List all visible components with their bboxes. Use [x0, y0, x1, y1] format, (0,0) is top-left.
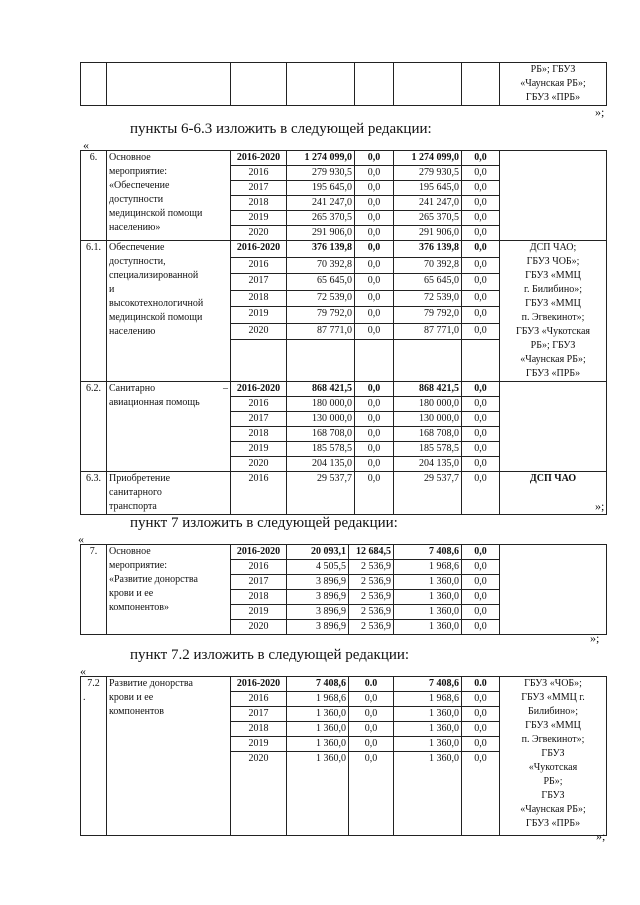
total-cell: 29 537,7 [287, 472, 355, 515]
total-cell: 195 645,0 [287, 181, 355, 196]
empty-cell [355, 340, 394, 382]
other-cell: 0,0 [462, 151, 500, 166]
regional-cell: 279 930,5 [394, 166, 462, 181]
other-cell: 0,0 [462, 457, 500, 472]
name-line: крови и ее [109, 588, 154, 599]
section-heading: пункт 7 изложить в следующей редакции: [130, 515, 398, 531]
regional-cell: 195 645,0 [394, 181, 462, 196]
fragment-cell-executor [500, 63, 607, 106]
other-cell: 0,0 [462, 442, 500, 457]
table-row [81, 472, 607, 515]
year-cell: 2019 [231, 307, 287, 324]
other-cell: 0.0 [462, 677, 500, 692]
table-row [81, 545, 607, 560]
empty-cell [394, 340, 462, 382]
name-line: мероприятие: [109, 166, 168, 177]
regional-cell: 87 771,0 [394, 323, 462, 340]
year-cell: 2016-2020 [231, 677, 287, 692]
table-row [81, 241, 607, 258]
section-heading: пункт 7.2 изложить в следующей редакции: [130, 647, 410, 663]
regional-cell: 65 645,0 [394, 274, 462, 291]
regional-cell: 79 792,0 [394, 307, 462, 324]
total-cell: 3 896,9 [287, 575, 349, 590]
close-mark: »; [595, 499, 605, 513]
regional-cell: 1 360,0 [394, 737, 462, 752]
name-line: Обеспечение [109, 242, 165, 253]
row-name [107, 677, 231, 836]
total-cell: 20 093,1 [287, 545, 349, 560]
federal-cell: 0,0 [355, 442, 394, 457]
total-cell: 279 930,5 [287, 166, 355, 181]
regional-cell: 204 135,0 [394, 457, 462, 472]
federal-cell: 0,0 [355, 382, 394, 397]
total-cell: 185 578,5 [287, 442, 355, 457]
total-cell: 3 896,9 [287, 590, 349, 605]
row-name [107, 545, 231, 635]
executor-cell [500, 677, 607, 836]
year-cell: 2017 [231, 274, 287, 291]
name-dash: – [223, 383, 228, 394]
federal-cell: 0,0 [355, 290, 394, 307]
row-number: 6.3. [81, 472, 107, 515]
year-cell: 2018 [231, 427, 287, 442]
executor-line: ГБУЗ «ПРБ» [525, 818, 581, 829]
regional-cell: 868 421,5 [394, 382, 462, 397]
executor-line: ГБУЗ «ММЦ [525, 270, 581, 281]
name-line: мероприятие: [109, 560, 168, 571]
executor-line: ГБУЗ «ЧОБ»; [524, 678, 582, 689]
other-cell: 0,0 [462, 307, 500, 324]
name-line: медицинской помощи [109, 208, 203, 219]
year-cell: 2020 [231, 323, 287, 340]
executor-line: РБ»; ГБУЗ [530, 340, 576, 351]
name-line: транспорта [109, 501, 157, 512]
close-mark: »; [596, 829, 606, 843]
year-cell: 2016 [231, 397, 287, 412]
name-line: компонентов [109, 706, 164, 717]
executor-cell [500, 545, 607, 635]
other-cell: 0,0 [462, 290, 500, 307]
regional-cell: 1 968,6 [394, 692, 462, 707]
total-cell: 1 274 099,0 [287, 151, 355, 166]
federal-cell: 0,0 [355, 472, 394, 515]
year-cell: 2019 [231, 737, 287, 752]
federal-cell: 2 536,9 [349, 620, 394, 635]
total-cell: 291 906,0 [287, 226, 355, 241]
federal-cell: 0,0 [355, 181, 394, 196]
table-item-7 [80, 544, 607, 635]
other-cell: 0,0 [462, 692, 500, 707]
executor-line: п. Эгвекинот»; [521, 312, 585, 323]
executor-line: «Чаунская РБ»; [520, 354, 586, 365]
fragment-cell-num [81, 63, 107, 106]
federal-cell: 0,0 [355, 307, 394, 324]
year-cell: 2016 [231, 166, 287, 181]
fragment-cell-name [107, 63, 231, 106]
total-cell: 3 896,9 [287, 620, 349, 635]
federal-cell: 0,0 [355, 151, 394, 166]
name-line: высокотехнологичной [109, 298, 204, 309]
section-heading: пункты 6-6.3 изложить в следующей редакции: [130, 121, 432, 137]
table-items-6 [80, 150, 607, 515]
federal-cell: 0,0 [355, 241, 394, 258]
regional-cell: 1 360,0 [394, 620, 462, 635]
total-cell: 1 968,6 [287, 692, 349, 707]
name-line: компонентов» [109, 602, 169, 613]
row-name [107, 472, 231, 515]
total-cell: 1 360,0 [287, 752, 349, 836]
federal-cell: 0,0 [355, 257, 394, 274]
year-cell: 2016 [231, 560, 287, 575]
federal-cell: 0,0 [355, 196, 394, 211]
executor-line: «Чаунская РБ»; [520, 78, 586, 89]
regional-cell: 265 370,5 [394, 211, 462, 226]
name-line: населению [109, 326, 156, 337]
regional-cell: 7 408,6 [394, 677, 462, 692]
federal-cell: 2 536,9 [349, 560, 394, 575]
name-line: доступности [109, 194, 164, 205]
other-cell: 0,0 [462, 196, 500, 211]
year-cell: 2020 [231, 752, 287, 836]
row-number: 6.1. [81, 241, 107, 382]
total-cell: 868 421,5 [287, 382, 355, 397]
other-cell: 0,0 [462, 560, 500, 575]
executor-line: ГБУЗ «Чукотская [515, 326, 591, 337]
other-cell: 0,0 [462, 737, 500, 752]
other-cell: 0,0 [462, 707, 500, 722]
name-line: доступности, [109, 256, 166, 267]
other-cell: 0,0 [462, 382, 500, 397]
executor-line: ГБУЗ «ПРБ» [525, 92, 581, 103]
row-name [107, 151, 231, 241]
federal-cell: 0,0 [355, 166, 394, 181]
federal-cell: 0,0 [355, 397, 394, 412]
federal-cell: 0,0 [349, 752, 394, 836]
empty-cell [462, 340, 500, 382]
year-cell: 2018 [231, 722, 287, 737]
executor-cell [500, 382, 607, 472]
federal-cell: 0,0 [355, 274, 394, 291]
row-name [107, 241, 231, 382]
table-item-7-2 [80, 676, 607, 836]
name-line: специализированной [109, 270, 199, 281]
federal-cell: 0,0 [355, 457, 394, 472]
year-cell: 2019 [231, 605, 287, 620]
federal-cell: 0,0 [349, 722, 394, 737]
fragment-table [80, 62, 607, 106]
total-cell: 7 408,6 [287, 677, 349, 692]
executor-line: ГБУЗ [541, 790, 565, 801]
other-cell: 0,0 [462, 397, 500, 412]
total-cell: 72 539,0 [287, 290, 355, 307]
fragment-cell-total [287, 63, 355, 106]
executor-line: «Чаунская РБ»; [520, 804, 586, 815]
regional-cell: 291 906,0 [394, 226, 462, 241]
regional-cell: 1 274 099,0 [394, 151, 462, 166]
empty-cell [287, 340, 355, 382]
executor-line: «Чукотская [528, 762, 578, 773]
regional-cell: 1 360,0 [394, 707, 462, 722]
executor-line: Билибино»; [527, 706, 578, 717]
total-cell: 1 360,0 [287, 722, 349, 737]
other-cell: 0,0 [462, 590, 500, 605]
regional-cell: 29 537,7 [394, 472, 462, 515]
total-cell: 130 000,0 [287, 412, 355, 427]
total-cell: 4 505,5 [287, 560, 349, 575]
year-cell: 2017 [231, 181, 287, 196]
other-cell: 0,0 [462, 211, 500, 226]
fragment-cell-year [231, 63, 287, 106]
executor-line: РБ»; [543, 776, 563, 787]
federal-cell: 0,0 [355, 427, 394, 442]
federal-cell: 0,0 [355, 226, 394, 241]
federal-cell: 0,0 [355, 211, 394, 226]
name-line: «Обеспечение [109, 180, 170, 191]
year-cell: 2018 [231, 196, 287, 211]
fragment-cell-other [462, 63, 500, 106]
federal-cell: 0,0 [349, 707, 394, 722]
name-line: и [109, 284, 115, 295]
total-cell: 168 708,0 [287, 427, 355, 442]
year-cell: 2016 [231, 692, 287, 707]
year-cell: 2016 [231, 257, 287, 274]
federal-cell: 12 684,5 [349, 545, 394, 560]
fragment-cell-reg [394, 63, 462, 106]
total-cell: 65 645,0 [287, 274, 355, 291]
row-number: 6.2. [81, 382, 107, 472]
regional-cell: 1 360,0 [394, 722, 462, 737]
other-cell: 0,0 [462, 752, 500, 836]
total-cell: 79 792,0 [287, 307, 355, 324]
regional-cell: 241 247,0 [394, 196, 462, 211]
row-name [107, 382, 231, 472]
other-cell: 0,0 [462, 241, 500, 258]
year-cell: 2018 [231, 590, 287, 605]
name-line: медицинской помощи [109, 312, 203, 323]
other-cell: 0,0 [462, 274, 500, 291]
executor-line: ГБУЗ «ММЦ [525, 298, 581, 309]
regional-cell: 7 408,6 [394, 545, 462, 560]
year-cell: 2019 [231, 211, 287, 226]
open-mark: « [78, 532, 84, 546]
year-cell: 2020 [231, 620, 287, 635]
year-cell: 2017 [231, 575, 287, 590]
empty-cell [231, 340, 287, 382]
federal-cell: 2 536,9 [349, 575, 394, 590]
regional-cell: 1 360,0 [394, 590, 462, 605]
federal-cell: 0,0 [355, 323, 394, 340]
other-cell: 0,0 [462, 620, 500, 635]
year-cell: 2016-2020 [231, 382, 287, 397]
executor-cell: ДСП ЧАО [500, 472, 607, 515]
federal-cell: 2 536,9 [349, 590, 394, 605]
name-line: крови и ее [109, 692, 154, 703]
federal-cell: 0,0 [349, 692, 394, 707]
name-line: авиационная помощь [109, 397, 200, 408]
executor-line: г. Билибино»; [524, 284, 582, 295]
regional-cell: 70 392,8 [394, 257, 462, 274]
executor-line: ГБУЗ ЧОБ»; [526, 256, 580, 267]
executor-cell [500, 151, 607, 241]
executor-line: ГБУЗ [541, 748, 565, 759]
other-cell: 0,0 [462, 575, 500, 590]
total-cell: 376 139,8 [287, 241, 355, 258]
executor-line: ГБУЗ «ММЦ [525, 720, 581, 731]
regional-cell: 72 539,0 [394, 290, 462, 307]
federal-cell: 0,0 [349, 737, 394, 752]
row-number-dot: . [83, 692, 86, 703]
other-cell: 0,0 [462, 605, 500, 620]
other-cell: 0,0 [462, 181, 500, 196]
row-number-line: 7.2 [87, 678, 100, 689]
executor-line: ГБУЗ «ПРБ» [525, 368, 581, 379]
row-number [81, 677, 107, 836]
name-line: Санитарно [109, 383, 156, 394]
total-cell: 1 360,0 [287, 737, 349, 752]
name-line: санитарного [109, 487, 162, 498]
executor-line: ДСП ЧАО; [529, 242, 577, 253]
other-cell: 0,0 [462, 427, 500, 442]
executor-line: п. Эгвекинот»; [521, 734, 585, 745]
name-line: «Развитие донорства [109, 574, 198, 585]
other-cell: 0,0 [462, 472, 500, 515]
close-mark: »; [595, 105, 605, 119]
regional-cell: 1 360,0 [394, 752, 462, 836]
name-line: населению» [109, 222, 161, 233]
other-cell: 0,0 [462, 323, 500, 340]
executor-cell [500, 241, 607, 382]
total-cell: 180 000,0 [287, 397, 355, 412]
year-cell: 2016-2020 [231, 241, 287, 258]
year-cell: 2020 [231, 226, 287, 241]
executor-line: РБ»; ГБУЗ [530, 64, 576, 75]
year-cell: 2016 [231, 472, 287, 515]
total-cell: 70 392,8 [287, 257, 355, 274]
other-cell: 0,0 [462, 545, 500, 560]
year-cell: 2019 [231, 442, 287, 457]
executor-line: ГБУЗ «ММЦ г. [521, 692, 585, 703]
total-cell: 241 247,0 [287, 196, 355, 211]
row-number: 7. [81, 545, 107, 635]
year-cell: 2016-2020 [231, 545, 287, 560]
open-mark: « [83, 138, 89, 152]
year-cell: 2017 [231, 707, 287, 722]
year-cell: 2018 [231, 290, 287, 307]
row-number: 6. [81, 151, 107, 241]
federal-cell: 0,0 [355, 412, 394, 427]
other-cell: 0,0 [462, 412, 500, 427]
table-row [81, 382, 607, 397]
regional-cell: 1 360,0 [394, 575, 462, 590]
open-mark: « [80, 664, 86, 678]
regional-cell: 376 139,8 [394, 241, 462, 258]
total-cell: 3 896,9 [287, 605, 349, 620]
name-line: Приобретение [109, 473, 171, 484]
regional-cell: 180 000,0 [394, 397, 462, 412]
name-line: Основное [109, 546, 151, 557]
table-row [81, 151, 607, 166]
regional-cell: 1 968,6 [394, 560, 462, 575]
federal-cell: 0.0 [349, 677, 394, 692]
name-line-with-dash [109, 382, 228, 396]
year-cell: 2020 [231, 457, 287, 472]
table-row [81, 677, 607, 692]
other-cell: 0,0 [462, 166, 500, 181]
regional-cell: 168 708,0 [394, 427, 462, 442]
year-cell: 2017 [231, 412, 287, 427]
other-cell: 0,0 [462, 722, 500, 737]
other-cell: 0,0 [462, 257, 500, 274]
total-cell: 1 360,0 [287, 707, 349, 722]
federal-cell: 2 536,9 [349, 605, 394, 620]
total-cell: 204 135,0 [287, 457, 355, 472]
total-cell: 87 771,0 [287, 323, 355, 340]
year-cell: 2016-2020 [231, 151, 287, 166]
regional-cell: 1 360,0 [394, 605, 462, 620]
close-mark: »; [590, 631, 600, 645]
regional-cell: 130 000,0 [394, 412, 462, 427]
fragment-cell-fed [355, 63, 394, 106]
total-cell: 265 370,5 [287, 211, 355, 226]
regional-cell: 185 578,5 [394, 442, 462, 457]
name-line: Основное [109, 152, 151, 163]
name-line: Развитие донорства [109, 678, 193, 689]
other-cell: 0,0 [462, 226, 500, 241]
